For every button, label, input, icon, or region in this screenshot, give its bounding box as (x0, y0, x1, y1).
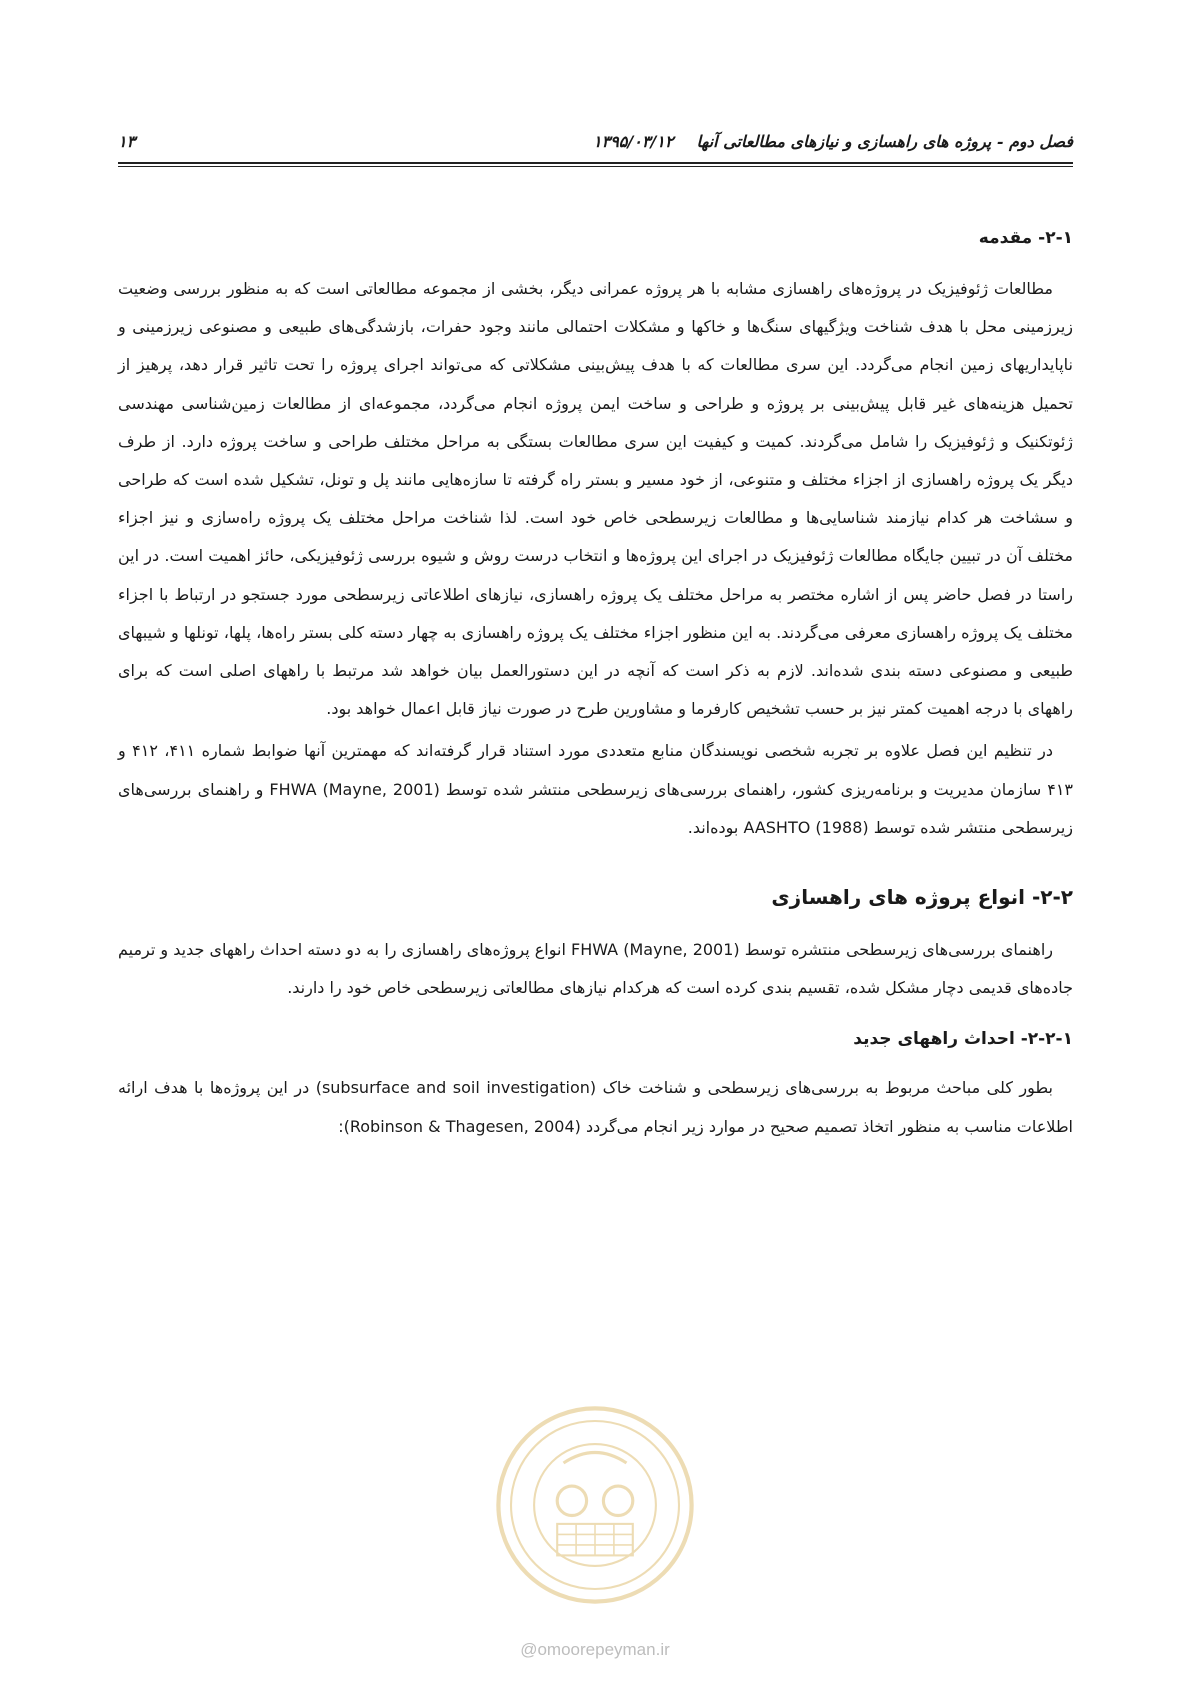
watermark-seal-icon (490, 1400, 700, 1610)
paragraph-introduction: مطالعات ژئوفیزیک در پروژه‌های راهسازی مشابه با هر پروژه عمرانی دیگر، بخشی از مجموعه مطالعاتی است که به منظور بررسی وضعیت زیرزمینی محل با هدف شناخت ویژگیهای سنگ‌ها و خاکها و مشکلات احتمالی مانند وجود حفرات، بازشدگی‌های طبیعی و مصنوعی زیرزمینی و ناپایداریهای زمین انجام می‌گردد. این سری مطالعات که با هدف پیش‌بینی مشکلاتی که می‌تواند اجرای پروژه را تحت تاثیر قرار دهد، پرهیز از تحمیل هزینه‌های غیر قابل پیش‌بینی بر پروژه و طراحی و ساخت ایمن پروژه انجام می‌گردد، مجموعه‌ای از مطالعات زمین‌شناسی مهندسی ژئوتکنیک و ژئوفیزیک را شامل می‌گردند. کمیت و کیفیت این سری مطالعات بستگی به مراحل مختلف طراحی و ساخت پروژه دارد. از طرف دیگر یک پروژه راهسازی از اجزاء مختلف و متنوعی، از خود مسیر و بستر راه گرفته تا سازه‌هایی مانند پل و تونل، تشکیل شده است که طراحی و سشاخت هر کدام نیازمند شناسایی‌ها و مطالعات زیرسطحی خاص خود است. لذا شناخت مراحل مختلف یک پروژه راه‌سازی و نیز اجزاء مختلف آن در تبیین جایگاه مطالعات ژئوفیزیک در اجرای این پروژه‌ها و انتخاب درست روش و شیوه بررسی ژئوفیزیکی، حائز اهمیت است. در این راستا در فصل حاضر پس از اشاره مختصر به مراحل مختلف یک پروژه راهسازی، نیازهای اطلاعاتی زیرسطحی مورد جستجو در ارتباط با اجزاء مختلف یک پروژه راهسازی معرفی می‌گردند. به این منظور اجزاء مختلف یک پروژه راهسازی به چهار دسته کلی بستر راه‌ها، پلها، تونلها و شیبهای طبیعی و مصنوعی دسته بندی شده‌اند. لازم به ذکر است که آنچه در این دستورالعمل بیان خواهد شد مرتبط با راههای اصلی است که برای راههای با درجه اهمیت کمتر نیز بر حسب تشخیص کارفرما و مشاورین طرح در صورت نیاز قابل اعمال خواهد بود. (118, 279, 1073, 719)
chapter-title: فصل دوم - پروژه های راهسازی و نیازهای مطالعاتی آنها (696, 132, 1073, 151)
paragraph-project-types: راهنمای بررسی‌های زیرسطحی منتشره توسط FHWA (Mayne, 2001) انواع پروژه‌های راهسازی را به دو دسته احداث راههای جدید و ترمیم جاده‌های قدیمی دچار مشکل شده، تقسیم بندی کرده است که هرکدام نیازهای مطالعاتی زیرسطحی خاص خود را دارند. (118, 940, 1073, 998)
header-divider (118, 162, 1073, 167)
paragraph-new-roads: بطور کلی مباحث مربوط به بررسی‌های زیرسطحی و شناخت خاک (subsurface and soil investigation) در این پروژه‌ها با هدف ارائه اطلاعات مناسب به منظور اتخاذ تصمیم صحیح در موارد زیر انجام می‌گردد (Robinson & Thagesen, 2004): (118, 1078, 1073, 1136)
section-heading-introduction: ۲-۱- مقدمه (978, 228, 1073, 248)
section-heading-project-types: ۲-۲- انواع پروژه های راهسازی (771, 885, 1073, 910)
page-header (118, 128, 1073, 158)
header-date: ۱۳۹۵/۰۳/۱۲ (593, 132, 674, 151)
watermark-text: @omoorepeyman.ir (520, 1640, 670, 1659)
page-number: ۱۳ (118, 132, 136, 151)
paragraph-sources: در تنظیم این فصل علاوه بر تجربه شخصی نویسندگان منابع متعددی مورد استناد قرار گرفته‌اند که مهمترین آنها ضوابط شماره ۴۱۱، ۴۱۲ و ۴۱۳ سازمان مدیریت و برنامه‌ریزی کشور، راهنمای بررسی‌های زیرسطحی منتشر شده توسط FHWA (Mayne, 2001) و راهنمای بررسی‌های زیرسطحی منتشر شده توسط AASHTO (1988) بوده‌اند. (118, 741, 1074, 837)
section-heading-new-roads: ۲-۲-۱- احداث راههای جدید (853, 1029, 1073, 1050)
main-content (118, 228, 1073, 1146)
